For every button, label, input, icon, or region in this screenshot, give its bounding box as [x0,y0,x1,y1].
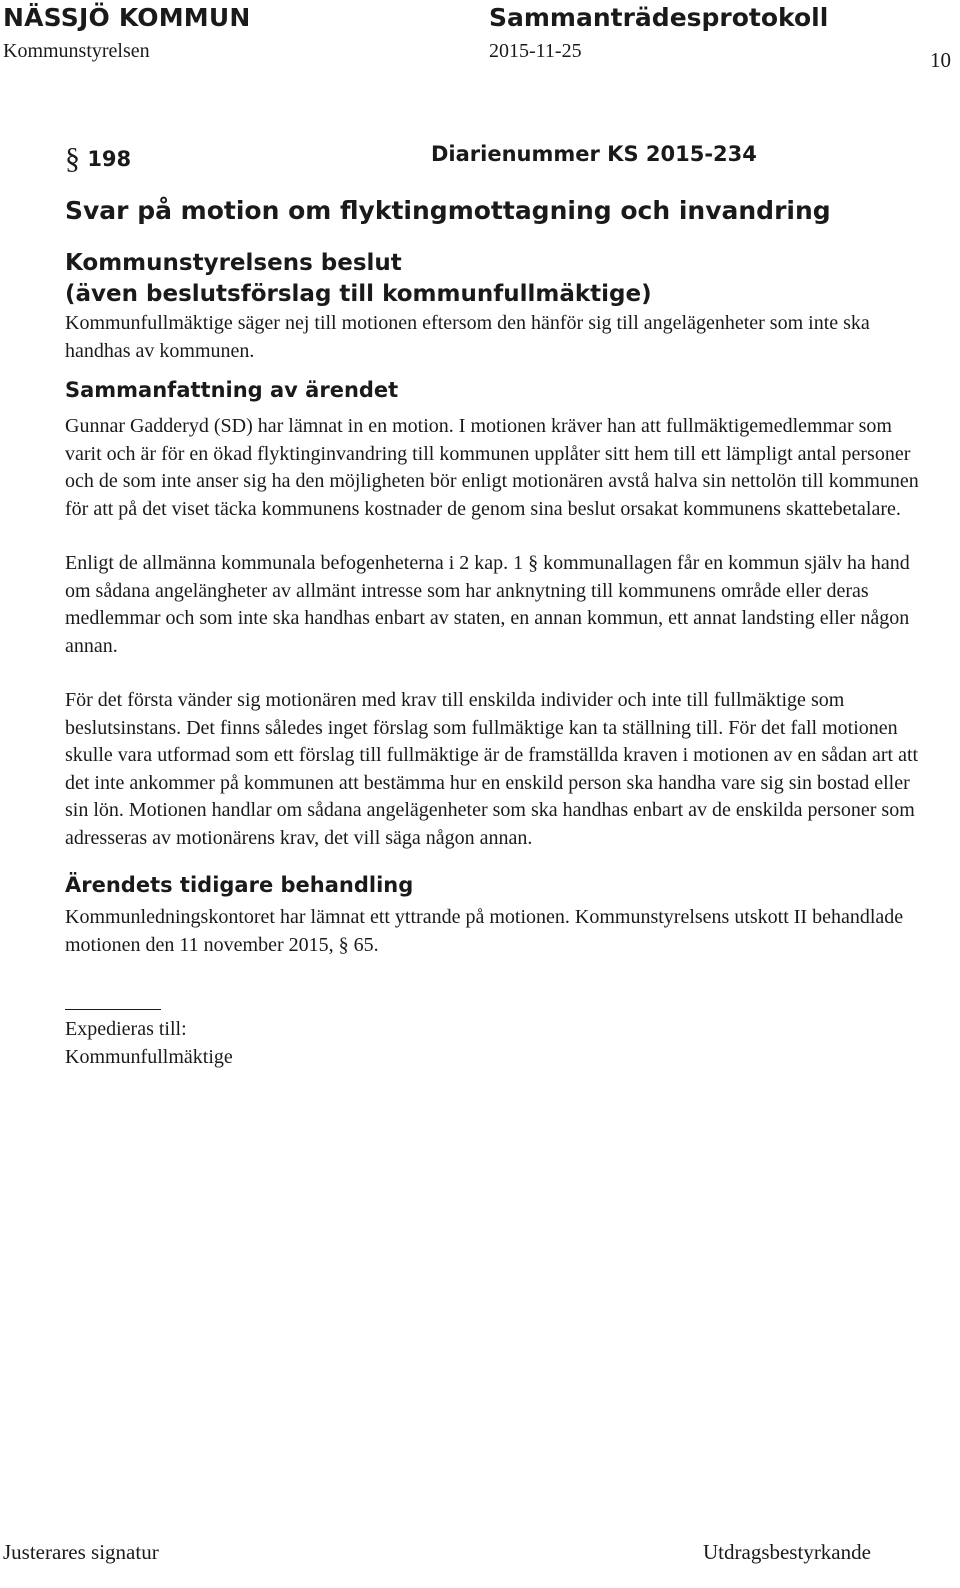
summary-paragraph-2: Enligt de allmänna kommunala befogenheterna i 2 kap. 1 § kommunallagen får en kommun själv ha hand om sådana angelängheter av allmänt intresse som har anknytning till kommunens område eller deras medlemmar och som inte ska handhas enbart av staten, en annan kommun, ett annat landsting eller någon annan. [65,552,910,657]
signature-label-left: Justerares signatur [3,1540,159,1564]
dispatch-recipient: Kommunfullmäktige [65,1045,233,1068]
document-body [65,140,925,1071]
diary-number: Diarienummer KS 2015-234 [431,142,757,166]
dispatch-label: Expedieras till: [65,1018,187,1040]
summary-paragraph-3: För det första vänder sig motionären med krav till enskilda individer och inte till fullmäktige som beslutsinstans. Det finns således inget förslag som fullmäktige kan ta ställning till. För det fall motionen skulle vara utformad som ett förslag till fullmäktige är de framställda kraven i motionen av en sådan art att det inte ankommer på kommunen att bestämma hur en enskild person ska handha vare sig sin bostad eller sin lön. Motionen handlar om sådana angelägenheter som ska handhas enbart av de enskilda personer som adresseras av motionärens krav, det vill säga någon annan. [65,689,919,849]
section-sign-icon: § [65,142,80,175]
decision-text: Kommunfullmäktige säger nej till motionen eftersom den hänför sig till angelägenheter som inte ska handhas av kommunen. [65,312,870,362]
case-title: Svar på motion om flyktingmottagning och invandring [65,196,831,225]
history-text: Kommunledningskontoret har lämnat ett yttrande på motionen. Kommunstyrelsens utskott II behandlade motionen den 11 november 2015, § 65. [65,906,904,956]
department: Kommunstyrelsen [3,40,150,62]
summary-heading: Sammanfattning av ärendet [65,378,399,402]
meeting-date: 2015-11-25 [489,40,582,62]
document-type: Sammanträdesprotokoll [489,3,829,32]
history-heading: Ärendets tidigare behandling [65,873,414,897]
summary-paragraph-1: Gunnar Gadderyd (SD) har lämnat in en motion. I motionen kräver han att fullmäktigemedlemmar som varit och är för en ökad flyktinginvandring till kommunen upplåter sitt hem till ett lämpligt antal personer och de som inte anser sig ha den möjligheten bör enligt motionären avstå halva sin nettolön till kommunen för att på det viset täcka kommunens kostnader de genom sina beslut orsakat kommunens skattebetalare. [65,415,919,520]
decision-heading: Kommunstyrelsens beslut [65,250,402,276]
decision-subheading: (även beslutsförslag till kommunfullmäktige) [65,281,652,307]
organization-name: NÄSSJÖ KOMMUN [3,3,251,32]
section-header [65,140,925,174]
paragraph-number: § 198 [65,142,132,175]
signature-label-right: Utdragsbestyrkande [703,1540,871,1564]
page-number: 10 [930,48,951,72]
